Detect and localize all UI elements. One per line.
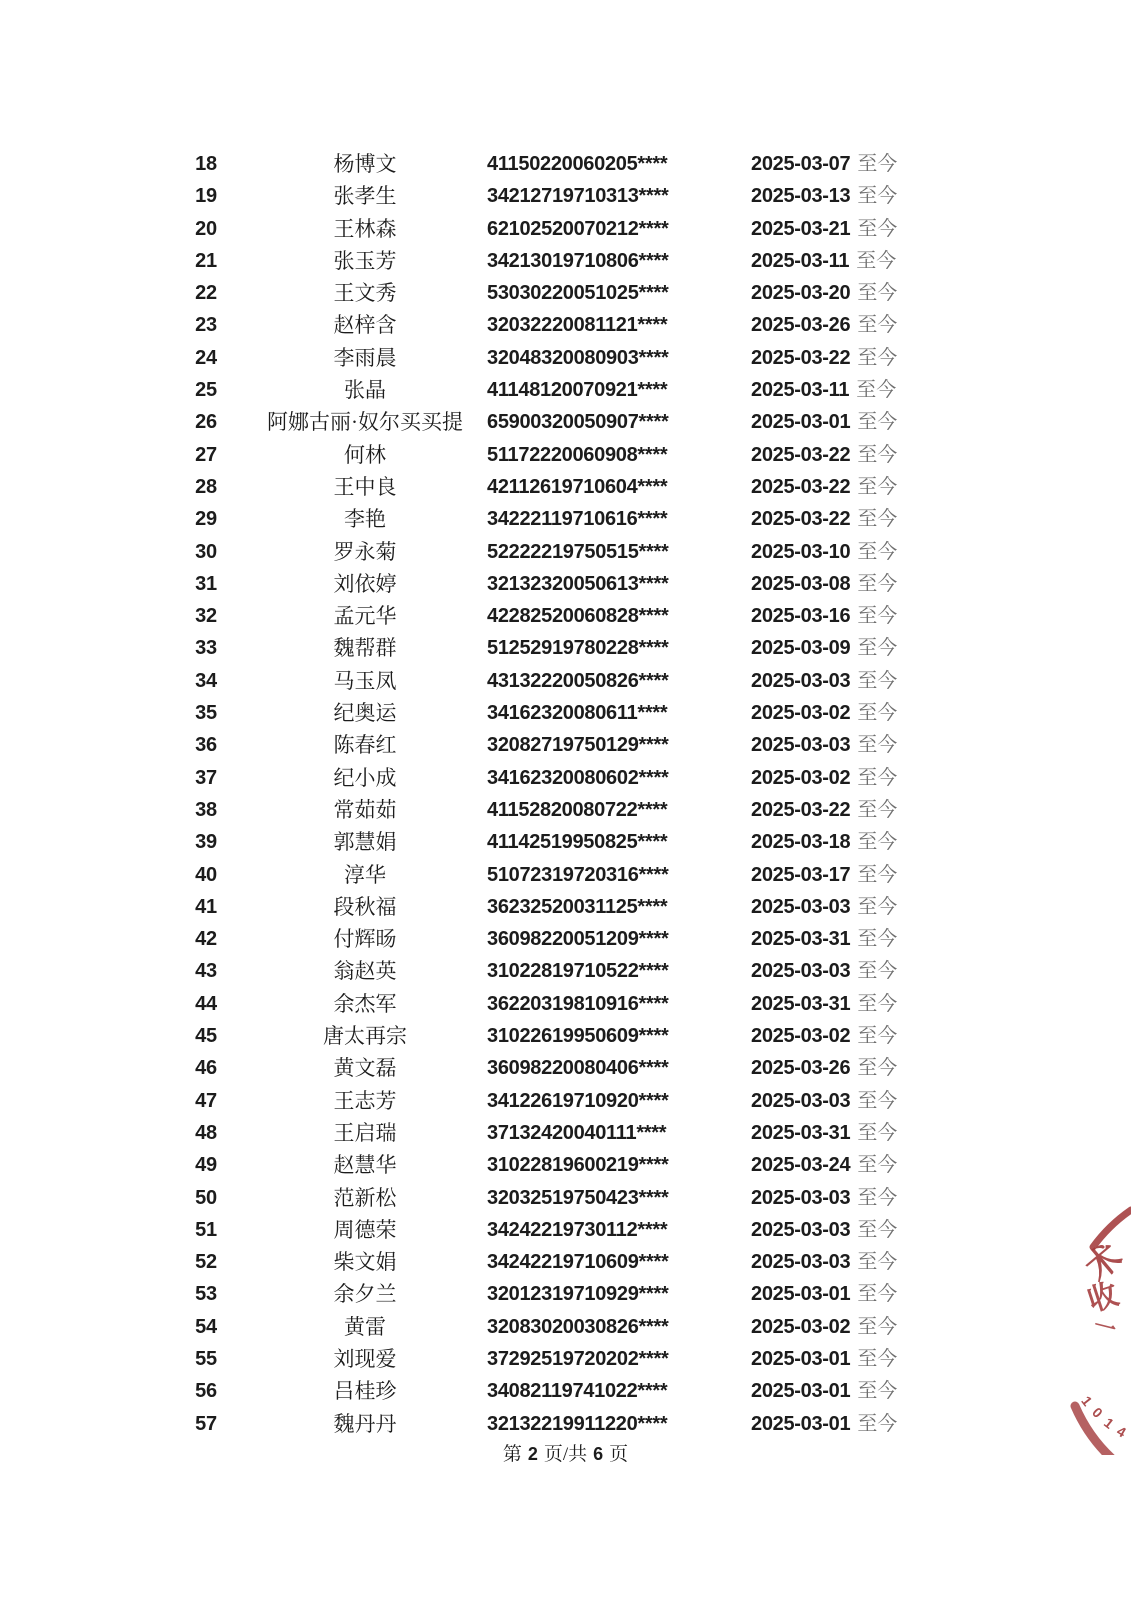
- person-name: 常茹茹: [333, 797, 397, 822]
- start-date: 2025-03-31: [751, 992, 851, 1015]
- start-date: 2025-03-10: [751, 540, 851, 563]
- date-range: [751, 859, 897, 891]
- date-until-now-label: 至今: [857, 508, 898, 531]
- date-range: [751, 697, 897, 729]
- id-number: 32032220081121****: [487, 314, 668, 337]
- start-date: 2025-03-26: [751, 1057, 851, 1080]
- row-number: 31: [195, 572, 217, 595]
- person-name: 王中良: [333, 474, 397, 499]
- person-name: 张玉芳: [333, 248, 397, 273]
- id-number: 65900320050907****: [487, 411, 669, 434]
- row-number: 40: [195, 863, 217, 886]
- date-until-now-label: 至今: [857, 669, 898, 692]
- person-name: 淳华: [344, 862, 386, 887]
- seal-digit: 1: [1101, 1414, 1118, 1432]
- table-row: [0, 503, 1131, 535]
- date-until-now-label: 至今: [857, 475, 898, 498]
- date-range: [751, 1408, 897, 1440]
- person-name: 纪奥运: [333, 701, 397, 726]
- date-range: [751, 729, 897, 761]
- date-until-now-label: 至今: [857, 1121, 898, 1144]
- id-number: 36232520031125****: [487, 895, 668, 918]
- row-number: 39: [195, 831, 217, 854]
- row-number: 48: [195, 1121, 217, 1144]
- person-name: 孟元华: [333, 604, 397, 629]
- date-range: [751, 891, 897, 923]
- person-name: 刘现爱: [333, 1346, 397, 1371]
- start-date: 2025-03-03: [751, 1089, 851, 1112]
- date-range: [751, 826, 897, 858]
- page-footer: [0, 1441, 1131, 1468]
- date-until-now-label: 至今: [857, 443, 898, 466]
- person-name: 罗永菊: [333, 539, 397, 564]
- table-row: [0, 1117, 1131, 1149]
- table-row: [0, 1020, 1131, 1052]
- row-number: 21: [195, 249, 217, 272]
- row-number: 42: [195, 928, 217, 951]
- row-number: 23: [195, 314, 217, 337]
- person-name: 刘依婷: [333, 571, 397, 596]
- date-range: [751, 439, 897, 471]
- id-number: 41152820080722****: [487, 798, 668, 821]
- start-date: 2025-03-09: [751, 637, 851, 660]
- row-number: 33: [195, 637, 217, 660]
- date-until-now-label: 至今: [857, 895, 898, 918]
- table-row: [0, 213, 1131, 245]
- footer-label-prefix: 第: [502, 1444, 522, 1465]
- id-number: 36098220051209****: [487, 928, 669, 951]
- row-number: 38: [195, 798, 217, 821]
- date-range: [751, 1343, 897, 1375]
- id-number: 62102520070212****: [487, 217, 669, 240]
- row-number: 32: [195, 605, 217, 628]
- roster-table: [0, 148, 1131, 1440]
- date-range: [751, 1052, 897, 1084]
- row-number: 20: [195, 217, 217, 240]
- start-date: 2025-03-02: [751, 766, 851, 789]
- id-number: 37132420040111****: [487, 1121, 667, 1144]
- person-name: 李雨晨: [333, 345, 397, 370]
- seal-digit: 1: [1078, 1392, 1096, 1409]
- table-row: [0, 406, 1131, 438]
- date-range: [751, 1117, 897, 1149]
- row-number: 18: [195, 153, 217, 175]
- id-number: 34222119710616****: [487, 508, 668, 531]
- table-row: [0, 1052, 1131, 1084]
- date-range: [751, 148, 897, 180]
- date-until-now-label: 至今: [857, 1380, 898, 1403]
- person-name: 魏丹丹: [333, 1411, 397, 1436]
- date-until-now-label: 至今: [857, 1186, 898, 1209]
- person-name: 赵梓含: [333, 313, 397, 338]
- date-until-now-label: 至今: [857, 1412, 898, 1435]
- row-number: 22: [195, 282, 217, 305]
- date-until-now-label: 至今: [856, 249, 897, 272]
- date-range: [751, 1278, 897, 1310]
- footer-label-middle: 页/共: [543, 1444, 588, 1465]
- id-number: 34082119741022****: [487, 1380, 668, 1403]
- date-range: [751, 665, 897, 697]
- seal-border-top-arc: [1093, 1210, 1131, 1247]
- footer-page-number: 2: [527, 1444, 538, 1464]
- start-date: 2025-03-02: [751, 1315, 851, 1338]
- table-row: [0, 180, 1131, 212]
- table-row: [0, 1214, 1131, 1246]
- date-range: [751, 988, 897, 1020]
- person-name: 范新松: [333, 1185, 397, 1210]
- start-date: 2025-03-03: [751, 1218, 851, 1241]
- table-row: [0, 762, 1131, 794]
- date-until-now-label: 至今: [857, 153, 898, 175]
- id-number: 32032519750423****: [487, 1186, 669, 1209]
- date-range: [751, 309, 897, 341]
- start-date: 2025-03-03: [751, 669, 851, 692]
- table-row: [0, 568, 1131, 600]
- seal-digit: 0: [1089, 1404, 1106, 1421]
- id-number: 37292519720202****: [487, 1347, 669, 1370]
- row-number: 41: [195, 895, 217, 918]
- start-date: 2025-03-22: [751, 443, 851, 466]
- id-number: 51072319720316****: [487, 863, 669, 886]
- start-date: 2025-03-21: [751, 217, 851, 240]
- start-date: 2025-03-22: [751, 798, 851, 821]
- date-until-now-label: 至今: [856, 379, 897, 402]
- table-row: [0, 1246, 1131, 1278]
- date-until-now-label: 至今: [857, 960, 898, 983]
- start-date: 2025-03-02: [751, 1025, 851, 1048]
- row-number: 57: [195, 1412, 217, 1435]
- row-number: 51: [195, 1218, 217, 1241]
- start-date: 2025-03-01: [751, 411, 851, 434]
- row-number: 34: [195, 669, 217, 692]
- id-number: 32012319710929****: [487, 1283, 669, 1306]
- id-number: 31022819600219****: [487, 1154, 669, 1177]
- start-date: 2025-03-31: [751, 1121, 851, 1144]
- row-number: 25: [195, 379, 217, 402]
- person-name: 翁赵英: [333, 959, 397, 984]
- start-date: 2025-03-03: [751, 895, 851, 918]
- id-number: 34162320080611****: [487, 702, 668, 725]
- start-date: 2025-03-03: [751, 960, 851, 983]
- id-number: 31022819710522****: [487, 960, 669, 983]
- table-row: [0, 1149, 1131, 1181]
- seal-character-fragment-2: 收: [1083, 1277, 1123, 1319]
- id-number: 32048320080903****: [487, 346, 669, 369]
- person-name: 李艳: [344, 507, 386, 532]
- footer-total-pages: 6: [593, 1444, 604, 1464]
- id-number: 51172220060908****: [487, 443, 668, 466]
- id-number: 41142519950825****: [487, 831, 668, 854]
- date-range: [751, 1182, 897, 1214]
- table-row: [0, 1182, 1131, 1214]
- person-name: 魏帮群: [333, 636, 397, 661]
- date-range: [751, 503, 897, 535]
- row-number: 43: [195, 960, 217, 983]
- id-number: 41150220060205****: [487, 153, 668, 175]
- date-range: [751, 632, 897, 664]
- row-number: 30: [195, 540, 217, 563]
- table-row: [0, 665, 1131, 697]
- row-number: 29: [195, 508, 217, 531]
- row-number: 37: [195, 766, 217, 789]
- start-date: 2025-03-08: [751, 572, 851, 595]
- start-date: 2025-03-01: [751, 1380, 851, 1403]
- date-until-now-label: 至今: [857, 702, 898, 725]
- id-number: 51252919780228****: [487, 637, 669, 660]
- table-row: [0, 697, 1131, 729]
- start-date: 2025-03-11: [751, 249, 850, 272]
- date-range: [751, 342, 897, 374]
- id-number: 32082719750129****: [487, 734, 669, 757]
- person-name: 郭慧娟: [333, 830, 397, 855]
- person-name: 何林: [344, 442, 386, 467]
- date-range: [751, 923, 897, 955]
- date-until-now-label: 至今: [857, 1347, 898, 1370]
- row-number: 54: [195, 1315, 217, 1338]
- person-name: 王志芳: [333, 1088, 397, 1113]
- date-until-now-label: 至今: [857, 346, 898, 369]
- person-name: 王启瑞: [333, 1120, 397, 1145]
- date-range: [751, 374, 896, 406]
- id-number: 34213019710806****: [487, 249, 669, 272]
- row-number: 45: [195, 1025, 217, 1048]
- date-until-now-label: 至今: [857, 1057, 898, 1080]
- table-row: [0, 794, 1131, 826]
- date-until-now-label: 至今: [857, 798, 898, 821]
- start-date: 2025-03-01: [751, 1283, 851, 1306]
- row-number: 19: [195, 185, 217, 208]
- person-name: 付辉旸: [333, 927, 397, 952]
- row-number: 47: [195, 1089, 217, 1112]
- person-name: 陈春红: [333, 733, 397, 758]
- table-row: [0, 923, 1131, 955]
- person-name: 杨博文: [333, 152, 397, 176]
- id-number: 41148120070921****: [487, 379, 668, 402]
- date-until-now-label: 至今: [857, 1315, 898, 1338]
- date-range: [751, 1246, 897, 1278]
- seal-digit: 4: [1114, 1422, 1129, 1441]
- row-number: 36: [195, 734, 217, 757]
- table-row: [0, 471, 1131, 503]
- start-date: 2025-03-03: [751, 734, 851, 757]
- person-name: 唐太再宗: [323, 1024, 407, 1049]
- table-row: [0, 729, 1131, 761]
- row-number: 53: [195, 1283, 217, 1306]
- row-number: 52: [195, 1251, 217, 1274]
- table-row: [0, 309, 1131, 341]
- table-row: [0, 439, 1131, 471]
- id-number: 32132219911220****: [487, 1412, 668, 1435]
- table-row: [0, 600, 1131, 632]
- table-row: [0, 374, 1131, 406]
- start-date: 2025-03-31: [751, 928, 851, 951]
- date-until-now-label: 至今: [857, 1283, 898, 1306]
- date-until-now-label: 至今: [857, 217, 898, 240]
- table-row: [0, 1375, 1131, 1407]
- table-row: [0, 277, 1131, 309]
- table-row: [0, 342, 1131, 374]
- date-until-now-label: 至今: [857, 1154, 898, 1177]
- start-date: 2025-03-01: [751, 1347, 851, 1370]
- date-range: [751, 471, 897, 503]
- row-number: 49: [195, 1154, 217, 1177]
- id-number: 52222219750515****: [487, 540, 669, 563]
- date-range: [751, 955, 897, 987]
- date-until-now-label: 至今: [857, 1218, 898, 1241]
- date-range: [751, 1375, 897, 1407]
- start-date: 2025-03-01: [751, 1412, 851, 1435]
- id-number: 34122619710920****: [487, 1089, 669, 1112]
- person-name: 阿娜古丽·奴尔买买提: [267, 410, 463, 435]
- start-date: 2025-03-22: [751, 475, 851, 498]
- official-seal-stamp: [1053, 1183, 1131, 1455]
- start-date: 2025-03-22: [751, 508, 851, 531]
- date-range: [751, 600, 897, 632]
- seal-character-fragment-3: 一: [1091, 1312, 1119, 1343]
- id-number: 31022619950609****: [487, 1025, 669, 1048]
- date-until-now-label: 至今: [857, 540, 898, 563]
- date-until-now-label: 至今: [857, 928, 898, 951]
- start-date: 2025-03-24: [751, 1154, 851, 1177]
- date-range: [751, 1149, 897, 1181]
- table-row: [0, 1085, 1131, 1117]
- date-range: [751, 536, 897, 568]
- id-number: 36220319810916****: [487, 992, 669, 1015]
- person-name: 黄雷: [344, 1314, 386, 1339]
- table-row: [0, 826, 1131, 858]
- id-number: 34242219730112****: [487, 1218, 668, 1241]
- id-number: 43132220050826****: [487, 669, 669, 692]
- table-row: [0, 1311, 1131, 1343]
- table-row: [0, 245, 1131, 277]
- start-date: 2025-03-18: [751, 831, 851, 854]
- person-name: 张孝生: [333, 184, 397, 209]
- date-until-now-label: 至今: [857, 185, 898, 208]
- person-name: 马玉凤: [333, 668, 397, 693]
- row-number: 26: [195, 411, 217, 434]
- row-number: 24: [195, 346, 217, 369]
- start-date: 2025-03-20: [751, 282, 851, 305]
- start-date: 2025-03-16: [751, 605, 851, 628]
- date-range: [751, 1085, 897, 1117]
- start-date: 2025-03-26: [751, 314, 851, 337]
- date-range: [751, 180, 897, 212]
- start-date: 2025-03-07: [751, 153, 851, 175]
- row-number: 28: [195, 475, 217, 498]
- date-range: [751, 277, 897, 309]
- date-until-now-label: 至今: [857, 605, 898, 628]
- footer-label-suffix: 页: [609, 1444, 629, 1465]
- date-until-now-label: 至今: [857, 282, 898, 305]
- date-until-now-label: 至今: [857, 572, 898, 595]
- date-range: [751, 1020, 897, 1052]
- date-until-now-label: 至今: [857, 1251, 898, 1274]
- row-number: 56: [195, 1380, 217, 1403]
- start-date: 2025-03-03: [751, 1186, 851, 1209]
- seal-character-fragment-1: 术: [1079, 1237, 1130, 1289]
- table-row: [0, 859, 1131, 891]
- table-row: [0, 891, 1131, 923]
- start-date: 2025-03-13: [751, 185, 851, 208]
- row-number: 50: [195, 1186, 217, 1209]
- id-number: 32083020030826****: [487, 1315, 669, 1338]
- row-number: 44: [195, 992, 217, 1015]
- row-number: 27: [195, 443, 217, 466]
- person-name: 王文秀: [333, 281, 397, 306]
- table-row: [0, 955, 1131, 987]
- person-name: 余杰军: [333, 991, 397, 1016]
- person-name: 王林森: [333, 216, 397, 241]
- table-row: [0, 1408, 1131, 1440]
- start-date: 2025-03-17: [751, 863, 851, 886]
- date-range: [751, 245, 896, 277]
- date-range: [751, 406, 897, 438]
- person-name: 黄文磊: [333, 1056, 397, 1081]
- date-until-now-label: 至今: [857, 766, 898, 789]
- id-number: 53030220051025****: [487, 282, 669, 305]
- start-date: 2025-03-11: [751, 379, 850, 402]
- table-row: [0, 148, 1131, 180]
- date-until-now-label: 至今: [857, 863, 898, 886]
- person-name: 柴文娟: [333, 1250, 397, 1275]
- table-row: [0, 632, 1131, 664]
- start-date: 2025-03-03: [751, 1251, 851, 1274]
- table-row: [0, 536, 1131, 568]
- table-row: [0, 1278, 1131, 1310]
- person-name: 余夕兰: [333, 1282, 397, 1307]
- date-range: [751, 762, 897, 794]
- date-until-now-label: 至今: [857, 1025, 898, 1048]
- id-number: 32132320050613****: [487, 572, 669, 595]
- id-number: 42282520060828****: [487, 605, 669, 628]
- row-number: 35: [195, 702, 217, 725]
- id-number: 34162320080602****: [487, 766, 669, 789]
- date-range: [751, 1311, 897, 1343]
- start-date: 2025-03-02: [751, 702, 851, 725]
- person-name: 段秋福: [333, 894, 397, 919]
- date-until-now-label: 至今: [857, 314, 898, 337]
- date-until-now-label: 至今: [857, 411, 898, 434]
- table-row: [0, 1343, 1131, 1375]
- date-range: [751, 794, 897, 826]
- id-number: 42112619710604****: [487, 475, 668, 498]
- date-until-now-label: 至今: [857, 992, 898, 1015]
- date-until-now-label: 至今: [857, 1089, 898, 1112]
- date-until-now-label: 至今: [857, 637, 898, 660]
- start-date: 2025-03-22: [751, 346, 851, 369]
- row-number: 55: [195, 1347, 217, 1370]
- person-name: 吕桂珍: [333, 1379, 397, 1404]
- date-until-now-label: 至今: [857, 831, 898, 854]
- row-number: 46: [195, 1057, 217, 1080]
- table-row: [0, 988, 1131, 1020]
- date-range: [751, 1214, 897, 1246]
- person-name: 周德荣: [333, 1217, 397, 1242]
- person-name: 张晶: [344, 378, 386, 403]
- id-number: 34212719710313****: [487, 185, 669, 208]
- id-number: 34242219710609****: [487, 1251, 669, 1274]
- person-name: 纪小成: [333, 765, 397, 790]
- date-until-now-label: 至今: [857, 734, 898, 757]
- person-name: 赵慧华: [333, 1153, 397, 1178]
- date-range: [751, 213, 897, 245]
- date-range: [751, 568, 897, 600]
- id-number: 36098220080406****: [487, 1057, 669, 1080]
